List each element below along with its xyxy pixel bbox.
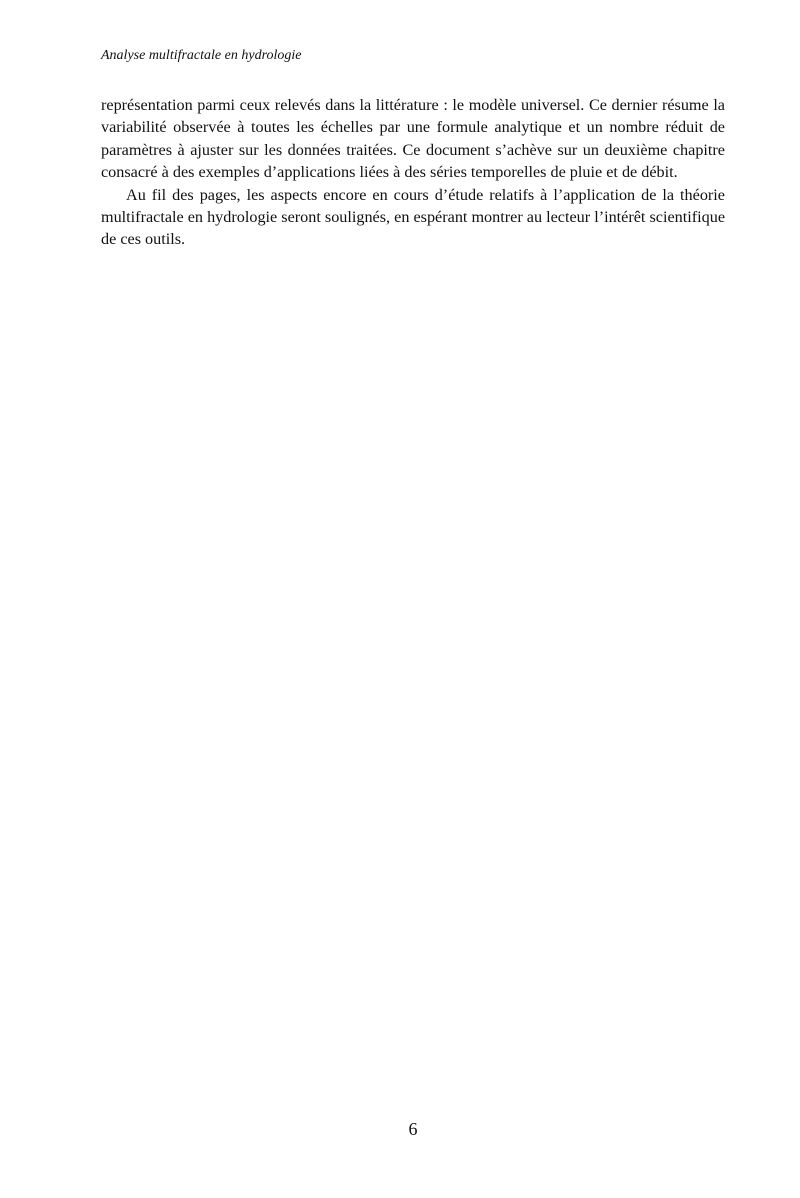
body-text — [101, 94, 725, 251]
paragraph: Au fil des pages, les aspects encore en cours d’étude relatifs à l’application de la théorie multifractale en hydrologie seront soulignés, en espérant montrer au lecteur l’intérêt scientifique de ces outils. — [101, 185, 725, 249]
paragraph: représentation parmi ceux relevés dans la littérature : le modèle universel. Ce dernier résume la variabilité observée à toutes les échelles par une formule analytique et un nombre réduit de paramètres à ajuster sur les données traitées. Ce document s’achève sur un deuxième chapitre consacré à des exemples d’applications liées à des séries temporelles de pluie et de débit. — [101, 96, 725, 182]
page-number: 6 — [408, 1119, 418, 1139]
running-header: Analyse multifractale en hydrologie — [101, 48, 302, 63]
